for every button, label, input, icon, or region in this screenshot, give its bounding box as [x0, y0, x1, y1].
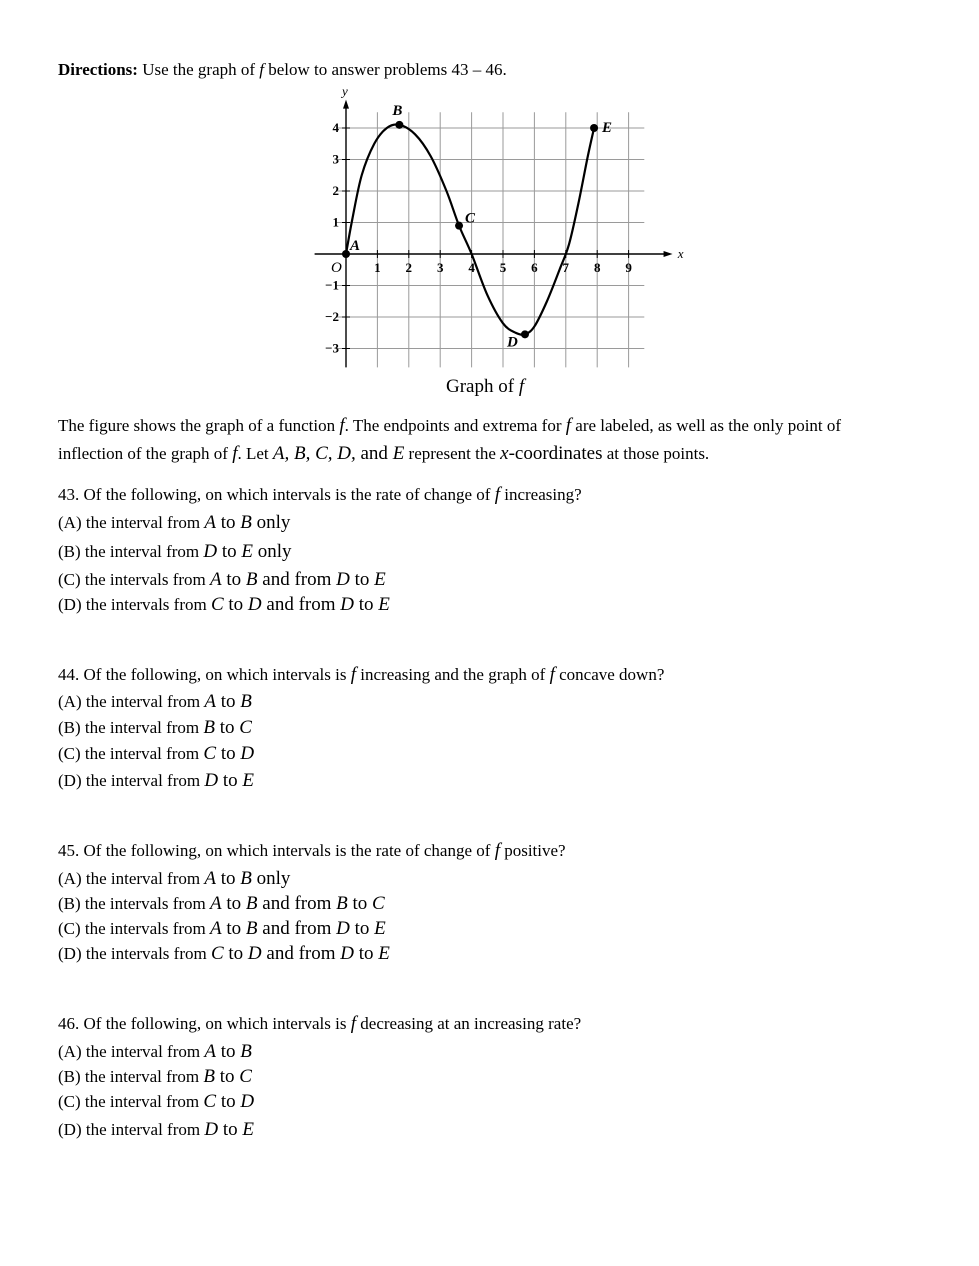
y-tick-label: −3 — [325, 340, 339, 356]
y-tick-label: −2 — [325, 309, 339, 324]
intro-paragraph — [58, 412, 918, 468]
y-tick-label: 3 — [332, 151, 339, 167]
point-label-c: C — [465, 210, 476, 227]
q43-option-d[interactable]: (D) the intervals from C to D and from D to E — [58, 594, 390, 615]
directions-label: Directions: — [58, 60, 138, 79]
labeled-points — [342, 103, 612, 350]
x-tick-label: 1 — [374, 260, 381, 275]
tick-labels — [325, 86, 684, 356]
directions-text-end: below to answer problems 43 – 46. — [264, 60, 507, 79]
grid — [336, 112, 644, 367]
y-tick-label: 4 — [332, 120, 339, 135]
q45-option-a[interactable]: (A) the interval from A to B only — [58, 868, 291, 889]
question-46: 46. Of the following, on which intervals is f decreasing at an increasing rate? — [58, 1013, 582, 1034]
q44-option-d[interactable]: (D) the interval from D to E — [58, 770, 254, 791]
q46-option-a[interactable]: (A) the interval from A to B — [58, 1041, 252, 1062]
intro-line-2: inflection of the graph of f. Let A, B, C, D, and E represent the x-coordinates at those points. — [58, 443, 710, 464]
caption-f: f — [518, 376, 525, 397]
q43-option-c[interactable]: (C) the intervals from A to B and from D to E — [58, 569, 386, 590]
x-tick-label: 7 — [562, 260, 570, 275]
q45-option-c[interactable]: (C) the intervals from A to B and from D to E — [58, 918, 386, 939]
graph-of-f — [300, 86, 700, 371]
q43-option-a[interactable]: (A) the interval from A to B only — [58, 512, 291, 533]
curve-f — [346, 124, 594, 334]
q44-option-a[interactable]: (A) the interval from A to B — [58, 691, 252, 712]
graph-caption — [446, 376, 524, 398]
axes — [315, 100, 673, 368]
q46-option-b[interactable]: (B) the interval from B to C — [58, 1066, 252, 1087]
q44-option-c[interactable]: (C) the interval from C to D — [58, 743, 255, 764]
intro-line-1: The figure shows the graph of a function f. The endpoints and extrema for f are labeled, as well as the only point of — [58, 415, 842, 436]
question-44: 44. Of the following, on which intervals is f increasing and the graph of f concave down? — [58, 664, 665, 685]
caption-text: Graph of — [446, 376, 519, 397]
x-tick-label: 8 — [593, 260, 601, 275]
point-label-e: E — [602, 120, 613, 136]
q45-option-b[interactable]: (B) the intervals from A to B and from B to C — [58, 893, 385, 914]
directions-text: Use the graph of — [137, 60, 260, 79]
x-tick-label: 4 — [468, 260, 475, 275]
x-tick-label: 5 — [499, 260, 507, 275]
x-tick-label: 2 — [405, 260, 413, 275]
q46-option-d[interactable]: (D) the interval from D to E — [58, 1119, 254, 1140]
point-c — [455, 222, 463, 230]
directions — [58, 60, 507, 80]
q46-option-c[interactable]: (C) the interval from C to D — [58, 1091, 255, 1112]
point-label-d: D — [506, 334, 518, 351]
point-e — [590, 124, 598, 132]
x-tick-label: 3 — [436, 260, 444, 275]
q44-option-b[interactable]: (B) the interval from B to C — [58, 717, 252, 738]
x-axis-label: x — [677, 246, 684, 261]
point-a — [342, 250, 350, 258]
y-axis-arrow — [343, 100, 349, 109]
point-d — [521, 330, 529, 338]
origin-label: O — [331, 260, 342, 276]
q45-option-d[interactable]: (D) the intervals from C to D and from D to E — [58, 943, 390, 964]
question-43: 43. Of the following, on which intervals is the rate of change of f increasing? — [58, 484, 582, 505]
x-tick-label: 6 — [531, 260, 538, 275]
q43-option-b[interactable]: (B) the interval from D to E only — [58, 541, 292, 562]
question-45: 45. Of the following, on which intervals is the rate of change of f positive? — [58, 840, 566, 861]
y-tick-label: 2 — [332, 183, 339, 198]
y-tick-label: −1 — [325, 277, 339, 293]
x-axis-arrow — [664, 251, 673, 257]
point-b — [395, 121, 403, 129]
function-f: f — [259, 60, 265, 79]
point-label-a: A — [350, 238, 361, 254]
x-tick-label: 9 — [625, 260, 632, 275]
point-label-b: B — [392, 102, 403, 119]
y-tick-label: 1 — [332, 214, 339, 230]
y-axis-label: y — [342, 86, 348, 99]
